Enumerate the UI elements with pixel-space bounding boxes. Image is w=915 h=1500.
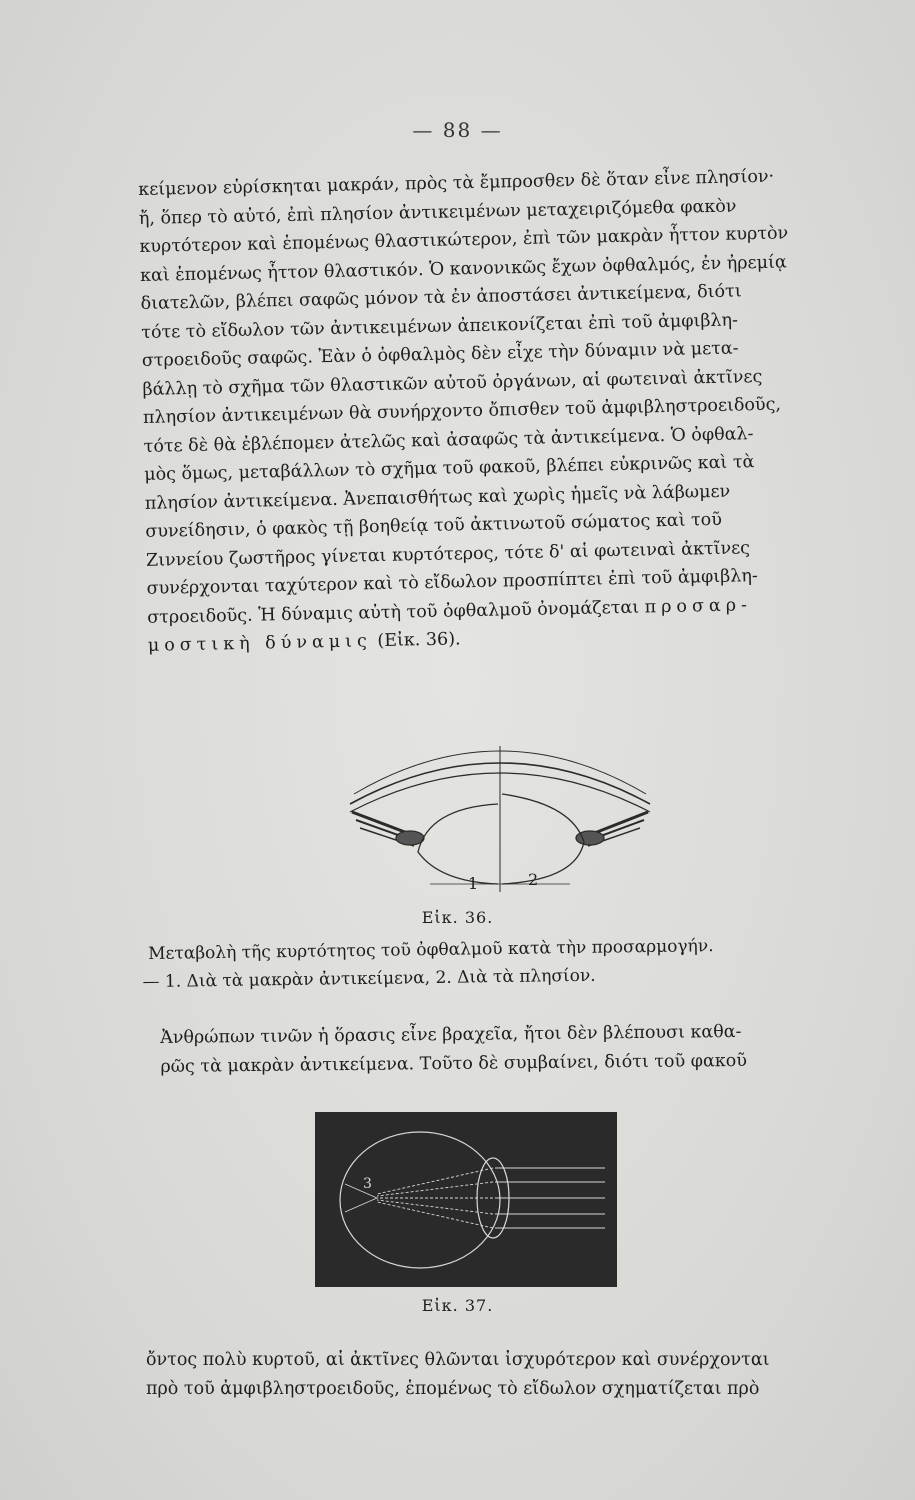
focus-point-label: 3 <box>363 1176 372 1192</box>
text-line: καὶ ἑπομένως ἧττον θλαστικόν. Ὁ κανονικῶς ἔχων ὀφθαλμός, ἐν ἠρεμίᾳ <box>139 251 787 286</box>
text-line: ὄντος πολὺ κυρτοῦ, αἱ ἀκτῖνες θλῶνται ἰσχυρότερον καὶ συνέρχονται <box>146 1350 770 1370</box>
figure-reference: (Εἰκ. 36). <box>377 629 461 652</box>
text-line: συνέρχονται ταχύτερον καὶ τὸ εἴδωλον προσπίπτει ἐπὶ τοῦ ἀμφιβλη- <box>146 566 759 599</box>
text-run: στροειδοῦς. Ἡ δύναμις αὐτὴ τοῦ ὀφθαλμοῦ ὀνομάζεται <box>147 597 640 628</box>
figure-36-lens-diagram <box>340 742 660 902</box>
caption-line: — 1. Διὰ τὰ μακρὰν ἀντικείμενα, 2. Διὰ τὰ πλησίον. <box>142 965 596 993</box>
text-line: διατελῶν, βλέπει σαφῶς μόνον τὰ ἐν ἀποστάσει ἀντικείμενα, διότι <box>140 281 742 314</box>
page-number: — 88 — <box>412 118 503 142</box>
text-line: Ἀνθρώπων τινῶν ἡ ὅρασις εἶνε βραχεῖα, ἤτοι δὲν βλέπουσι καθα- <box>160 1021 742 1048</box>
text-line: βάλλῃ τὸ σχῆμα τῶν θλαστικῶν αὐτοῦ ὀργάνων, αἱ φωτειναὶ ἀκτῖνες <box>142 366 763 400</box>
text-line: στροειδοῦς σαφῶς. Ἐὰν ὁ ὀφθαλμὸς δὲν εἶχε τὴν δύναμιν νὰ μετα- <box>141 338 739 371</box>
text-line: Ζιννείου ζωστῆρος γίνεται κυρτότερος, τότε δ' αἱ φωτειναὶ ἀκτῖνες <box>145 537 751 571</box>
text-line: πλησίον ἀντικείμενα. Ἀνεπαισθήτως καὶ χωρὶς ἡμεῖς νὰ λάβωμεν <box>144 481 731 514</box>
lens-illustration <box>340 742 660 902</box>
figure-36-caption <box>142 930 869 996</box>
text-line: ρῶς τὰ μακρὰν ἀντικείμενα. Τοῦτο δὲ συμβαίνει, διότι τοῦ φακοῦ <box>160 1050 748 1077</box>
paragraph-continuation <box>146 1346 868 1403</box>
term-spaced: προσαρ- <box>644 594 753 617</box>
text-line: τότε δὲ θὰ ἐβλέπομεν ἀτελῶς καὶ ἀσαφῶς τὰ ἀντικείμενα. Ὁ ὀφθαλ- <box>143 423 754 457</box>
figure-37-label: Εἰκ. 37. <box>421 1296 494 1315</box>
text-line: κυρτότερον καὶ ἑπομένως θλαστικώτερον, ἐπὶ τῶν μακρὰν ἧττον κυρτὸν <box>139 223 789 257</box>
text-line: κείμενον εὑρίσκηται μακράν, πρὸς τὰ ἔμπροσθεν δὲ ὅταν εἶνε πλησίον· <box>138 166 775 200</box>
figure-36-label: Εἰκ. 36. <box>421 908 494 927</box>
text-line: ἤ, ὅπερ τὸ αὐτό, ἐπὶ πλησίον ἀντικειμένων μεταχειριζόμεθα φακὸν <box>138 195 737 229</box>
text-line: συνείδησιν, ὁ φακὸς τῇ βοηθείᾳ τοῦ ἀκτινωτοῦ σώματος καὶ τοῦ <box>145 509 723 542</box>
text-line: πλησίον ἀντικειμένων θὰ συνήρχοντο ὄπισθεν τοῦ ἀμφιβληστροειδοῦς, <box>142 394 782 428</box>
text-line: μὸς ὅμως, μεταβάλλων τὸ σχῆμα τοῦ φακοῦ, βλέπει εὐκρινῶς καὶ τὰ <box>144 452 755 485</box>
figure-label-1: 1 <box>468 874 479 893</box>
figure-37-myopic-eye <box>315 1112 617 1287</box>
text-line: πρὸ τοῦ ἀμφιβληστροειδοῦς, ἑπομένως τὸ εἴδωλον σχηματίζεται πρὸ <box>146 1378 760 1399</box>
term-spaced: μοστικὴ δύναμις <box>147 631 373 656</box>
text-line: τότε τὸ εἴδωλον τῶν ἀντικειμένων ἀπεικονίζεται ἐπὶ τοῦ ἀμφιβλη- <box>141 309 739 343</box>
paragraph-accommodation <box>138 161 878 661</box>
paragraph-myopia <box>160 1017 869 1081</box>
figure-label-2: 2 <box>528 870 539 889</box>
caption-line: Μεταβολὴ τῆς κυρτότητος τοῦ ὀφθαλμοῦ κατὰ τὴν προσαρμογήν. <box>148 936 714 964</box>
myopia-illustration <box>315 1112 617 1287</box>
